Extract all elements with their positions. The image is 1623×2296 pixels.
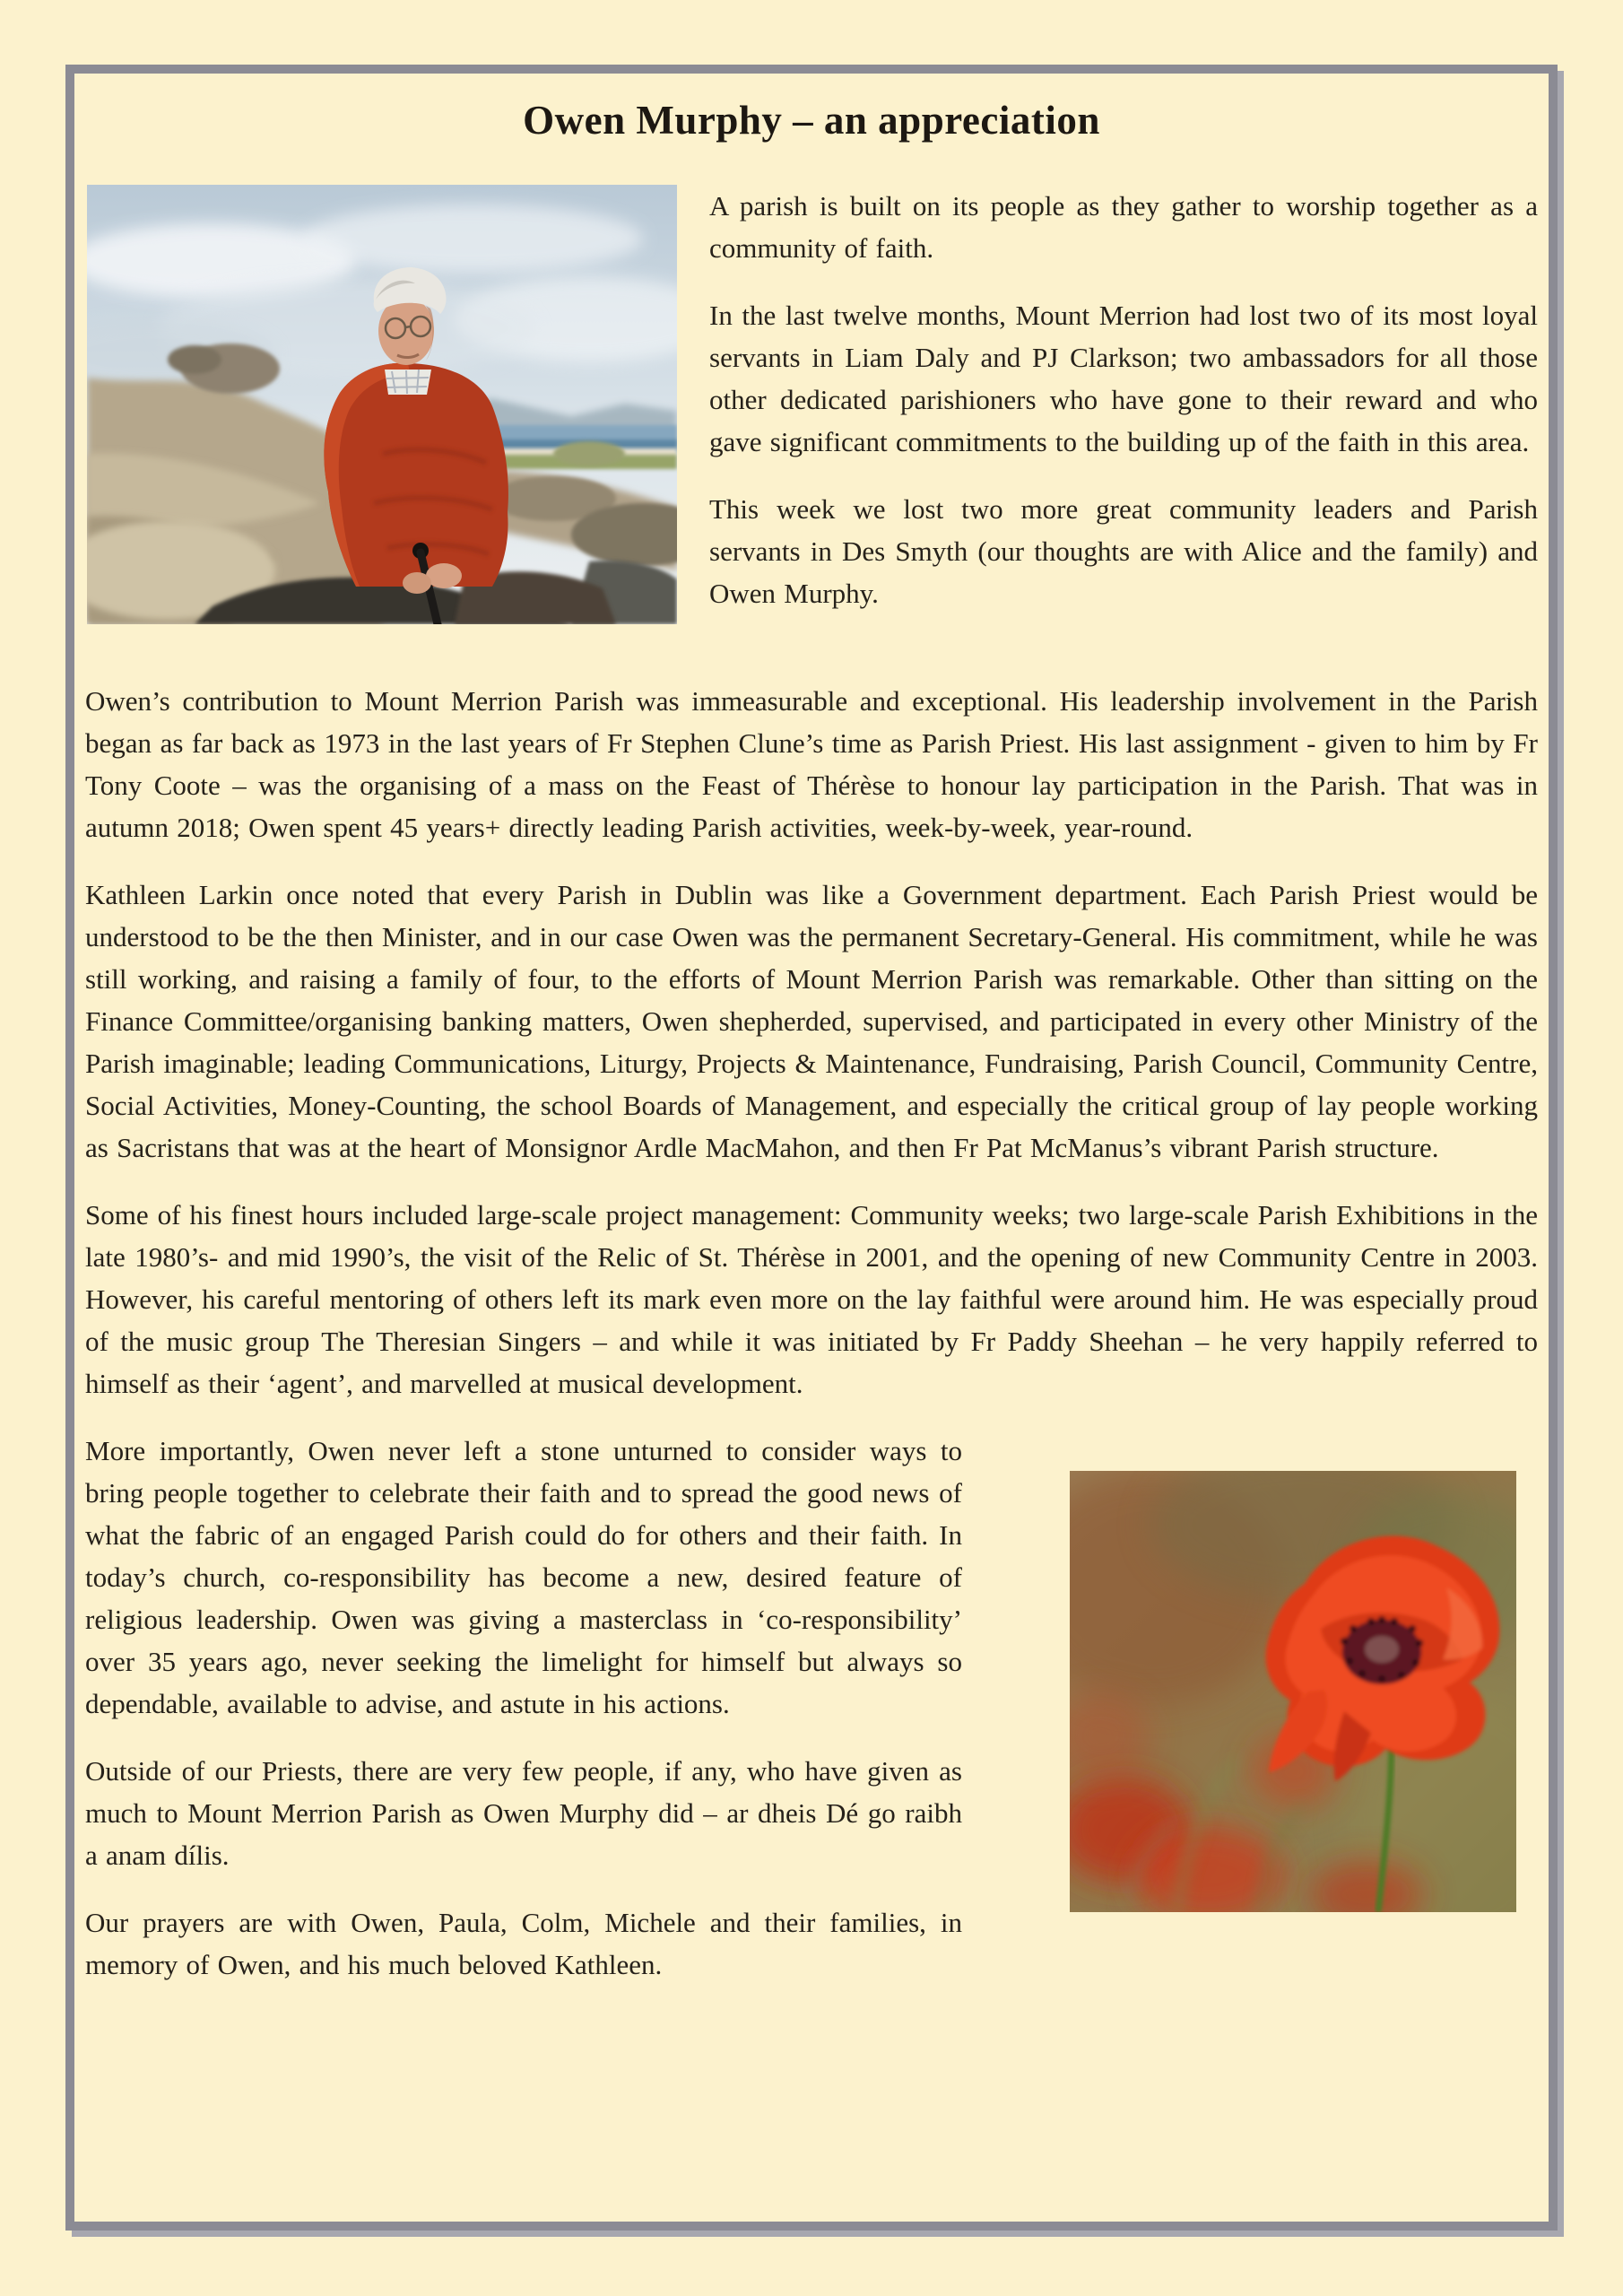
body-paragraph-2: Kathleen Larkin once noted that every Parish in Dublin was like a Government department. Each Parish Priest would be understood to be the then Minister, and in our case Owen was the permanent Secretary-General. His commitment, while he was still working, and raising a family of four, to the efforts of Mount Merrion Parish was remarkable. Other than sitting on the Finance Committee/organising banking matters, Owen shepherded, supervised, and participated in every other Ministry of the Parish imaginable; leading Communications, Liturgy, Projects & Maintenance, Fundraising, Parish Council, Community Centre, Social Activities, Money-Counting, the school Boards of Management, and especially the critical group of lay people working as Sacristans that was at the heart of Monsignor Ardle MacMahon, and then Fr Pat McManus’s vibrant Parish structure. xyxy=(85,878,1538,1163)
closing-paragraph: Our prayers are with Owen, Paula, Colm, Michele and their families, in memory of Owen, and his much beloved Kathleen. xyxy=(85,1906,962,1980)
page-title: Owen Murphy – an appreciation xyxy=(523,98,1100,143)
body-paragraph-1: Owen’s contribution to Mount Merrion Parish was immeasurable and exceptional. His leadership involvement in the Parish began as far back as 1973 in the last years of Fr Stephen Clune’s time as Parish Priest. His last assignment - given to him by Fr Tony Coote – was the organising of a mass on the Feast of Thérèse to honour lay participation in the Parish. That was in autumn 2018; Owen spent 45 years+ directly leading Parish activities, week-by-week, year-round. xyxy=(85,684,1538,843)
poppy-photo xyxy=(1070,1471,1516,1912)
article-frame xyxy=(65,65,1558,2231)
poppy-illustration xyxy=(1070,1471,1516,1912)
owen-photo-illustration xyxy=(87,185,677,624)
intro-paragraph-3: This week we lost two more great community leaders and Parish servants in Des Smyth (our thoughts are with Alice and the family) and Owen Murphy. xyxy=(709,492,1538,609)
wrap-paragraph-1: More importantly, Owen never left a stone unturned to consider ways to bring people together to celebrate their faith and to spread the good news of what the fabric of an engaged Parish could do for others and their faith. In today’s church, co-responsibility has become a new, desired feature of religious leadership. Owen was giving a masterclass in ‘co-responsibility’ over 35 years ago, never seeking the limelight for himself but always so dependable, available to advise, and astute in his actions. xyxy=(85,1434,962,1719)
wrap-paragraph-2: Outside of our Priests, there are very few people, if any, who have given as much to Mount Merrion Parish as Owen Murphy did – ar dheis Dé go raibh a anam dílis. xyxy=(85,1754,962,1871)
intro-paragraph-1: A parish is built on its people as they gather to worship together as a community of faith. xyxy=(709,189,1538,264)
body-paragraph-3: Some of his finest hours included large-scale project management: Community weeks; two large-scale Parish Exhibitions in the late 1980’s- and mid 1990’s, the visit of the Relic of St. Thérèse in 2001, and the opening of new Community Centre in 2003. However, his careful mentoring of others left its mark even more on the lay faithful were around him. He was especially proud of the music group The Theresian Singers – and while it was initiated by Fr Paddy Sheehan – he very happily referred to himself as their ‘agent’, and marvelled at musical development. xyxy=(85,1198,1538,1399)
intro-paragraph-2: In the last twelve months, Mount Merrion had lost two of its most loyal servants in Liam Daly and PJ Clarkson; two ambassadors for all those other dedicated parishioners who have gone to their reward and who gave significant commitments to the building up of the faith in this area. xyxy=(709,299,1538,457)
owen-seaside-photo xyxy=(87,185,677,624)
